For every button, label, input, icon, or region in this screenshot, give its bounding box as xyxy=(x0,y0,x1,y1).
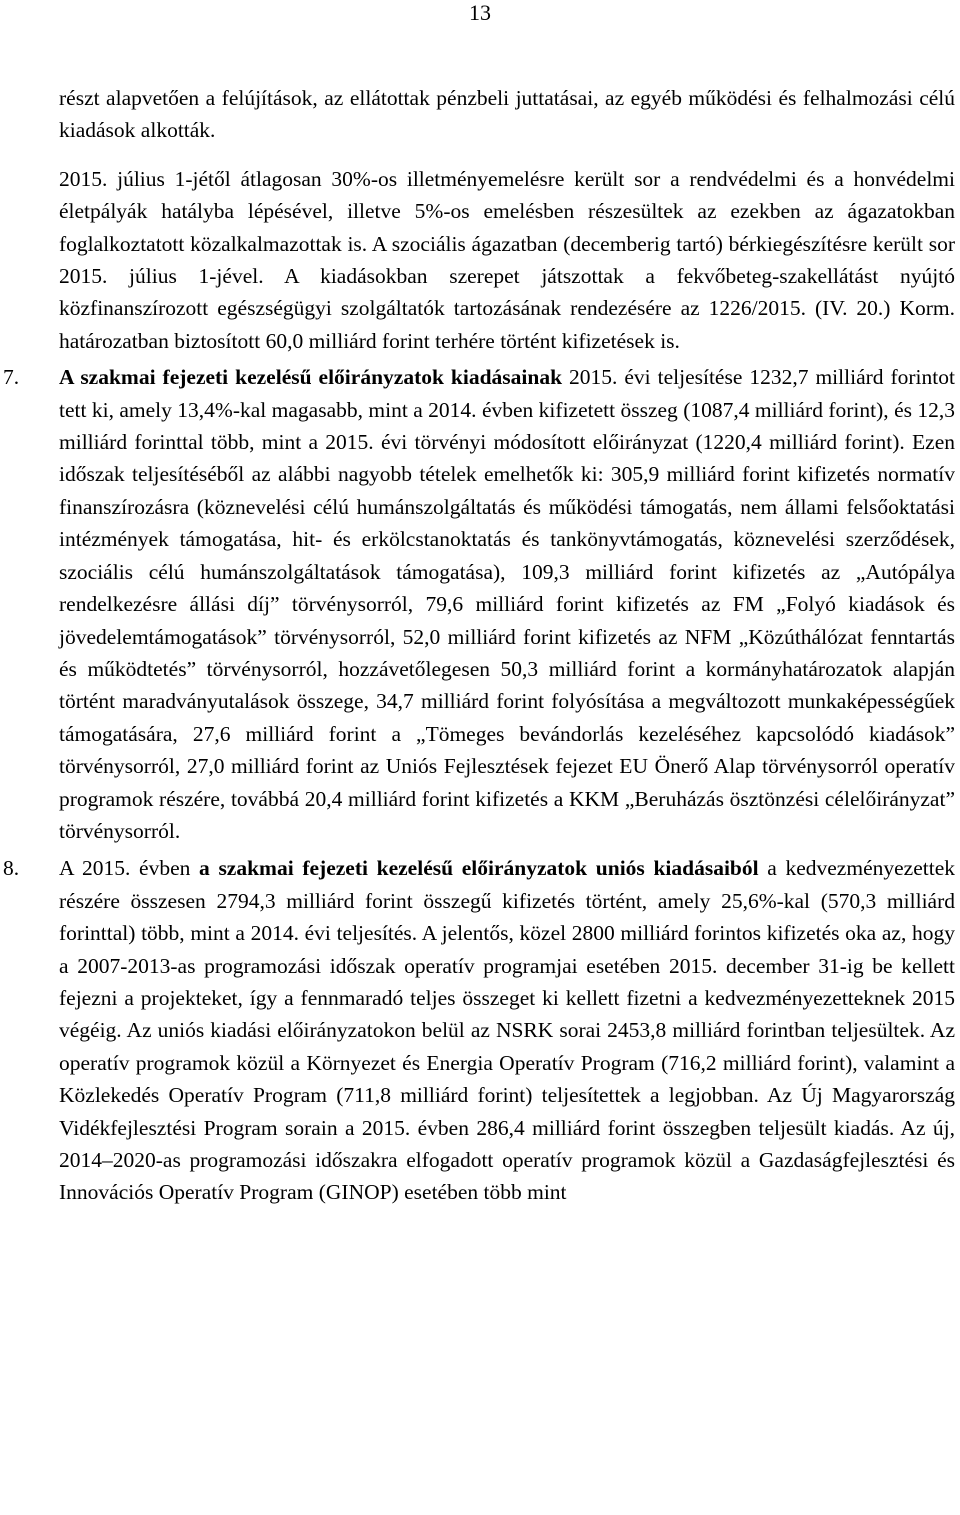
paragraph-body-text: 2015. évi teljesítése 1232,7 milliárd forintot tett ki, amely 13,4%-kal magasabb, mint a 2014. évben kifizetett összeg (1087,4 milliárd forint), és 12,3 milliárd forinttal több, mint a 2015. évi törvényi módosított előirányzat (1220,4 milliárd forint). Ezen időszak teljesítéséből az alábbi nagyobb tételek emelhetők ki: 305,9 milliárd forint kifizetés normatív finanszírozásra (köznevelési célú humánszolgáltatás és működési támogatás, nem állami felsőoktatási intézmények támogatása, hit- és erkölcstanoktatás és tankönyvtámogatás, köznevelési szerződések, szociális célú humánszolgáltatások támogatása), 109,3 milliárd forint kifizetés az „Autópálya rendelkezésre állási díj” törvénysorról, 79,6 milliárd forint kifizetés az FM „Folyó kiadások és jövedelemtámogatások” törvénysorról, 52,0 milliárd forint kifizetés az NFM „Közúthálózat fenntartás és működtetés” törvénysorról, hozzávetőlegesen 50,3 milliárd forint a kormányhatározatok alapján történt maradványutalások összege, 34,7 milliárd forint folyósítása a megváltozott munkaképességűek támogatására, 27,6 milliárd forint a „Tömeges bevándorlás kezeléséhez kapcsolódó kiadások” törvénysorról, 27,0 milliárd forint az Uniós Fejlesztések fejezet EU Önerő Alap törvénysorról operatív programok részére, továbbá 20,4 milliárd forint kifizetés a KKM „Beruházás ösztönzési célelőirányzat” törvénysorról. xyxy=(59,365,955,843)
paragraph-bold-phrase: A szakmai fejezeti kezelésű előirányzatok kiadásainak xyxy=(59,365,563,390)
numbered-paragraph-8 xyxy=(3,852,955,1208)
paragraph-bold-phrase: a szakmai fejezeti kezelésű előirányzatok uniós kiadásaiból xyxy=(199,856,759,881)
document-body xyxy=(3,82,955,1209)
paragraph-lead-text: A 2015. évben xyxy=(59,856,200,881)
numbered-paragraph-7 xyxy=(3,361,955,847)
paragraph-body-text: a kedvezményezettek részére összesen 2794,3 milliárd forint összegű kifizetés történt, amely 25,6%-kal (570,3 milliárd forinttal) több, mint a 2014. évi teljesítés. A jelentős, közel 2800 milliárd forintos kifizetés oka az, hogy a 2007-2013-as programozási időszak operatív programjai esetében 2015. december 31-ig be kellett fejezni a projekteket, így a fennmaradó teljes összeget ki kellett fizetni a kedvezményezetteknek 2015 végéig. Az uniós kiadási előirányzatokon belül az NSRK sorai 2453,8 milliárd forintban teljesültek. Az operatív programok közül a Környezet és Energia Operatív Program (716,2 milliárd forint), valamint a Közlekedés Operatív Program (711,8 milliárd forint) teljesítettek a legjobban. Az Új Magyarország Vidékfejlesztési Program sorain a 2015. évben 286,4 milliárd forint összegben teljesült kiadás. Az új, 2014–2020-as programozási időszakra elfogadott operatív programok közül a Gazdaságfejlesztési és Innovációs Operatív Program (GINOP) esetében több mint xyxy=(59,856,955,1205)
paragraph-salary-increase: 2015. július 1-jétől átlagosan 30%-os illetményemelésre került sor a rendvédelmi és a honvédelmi életpályák hatályba lépésével, illetve 5%-os emelésben részesültek az ezekben az ágazatokban foglalkoztatott közalkalmazottak is. A szociális ágazatban (decemberig tartó) bérkiegészítésre került sor 2015. július 1-jével. A kiadásokban szerepet játszottak a fekvőbeteg-szakellátást nyújtó közfinanszírozott egészségügyi szolgáltatók tartozásának rendezésére az 1226/2015. (IV. 20.) Korm. határozatban biztosított 60,0 milliárd forint terhére történt kifizetések is. xyxy=(59,166,955,353)
list-number: 7. xyxy=(3,365,20,390)
paragraph-continuation: részt alapvetően a felújítások, az ellátottak pénzbeli juttatásai, az egyéb működési és felhalmozási célú kiadások alkották. xyxy=(59,86,955,143)
page-number: 13 xyxy=(469,0,491,25)
list-number: 8. xyxy=(3,856,20,881)
